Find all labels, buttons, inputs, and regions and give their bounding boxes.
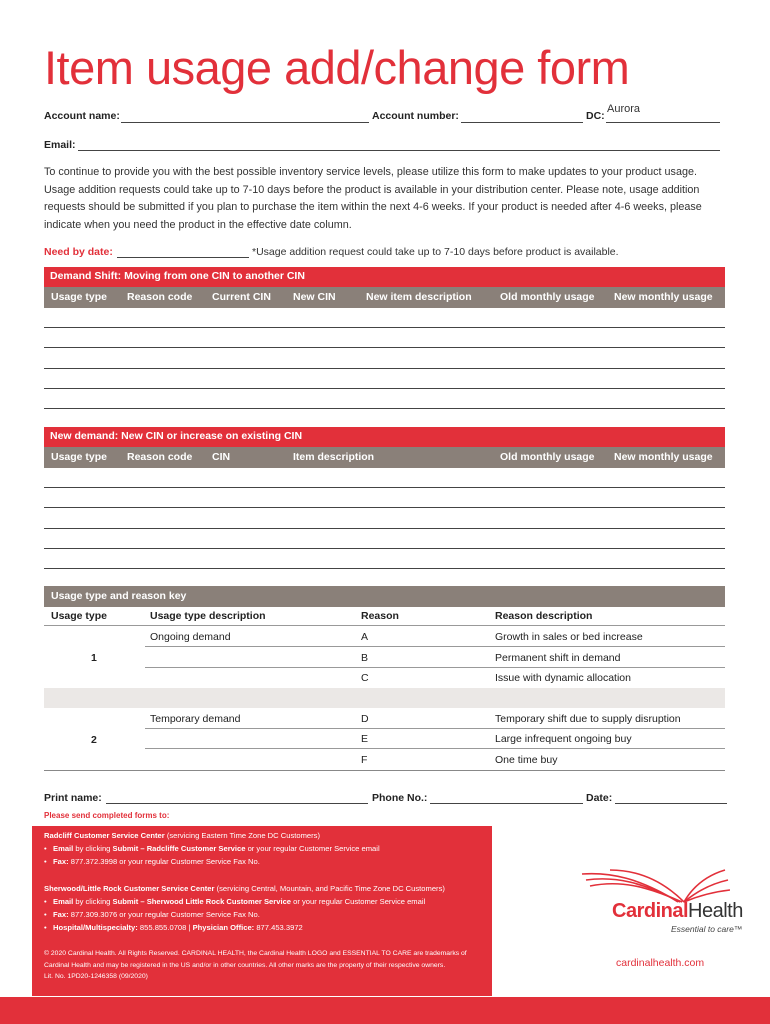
bottom-accent-bar: [0, 997, 770, 1024]
key-reason-a-desc: Growth in sales or bed increase: [495, 631, 643, 643]
key-reason-e-desc: Large infrequent ongoing buy: [495, 733, 632, 745]
table-row[interactable]: [44, 327, 725, 328]
radcliff-submit-link[interactable]: Submit – Radcliffe Customer Service: [112, 844, 246, 853]
col-new-monthly-usage: New monthly usage: [614, 451, 713, 463]
key-desc-temporary: Temporary demand: [150, 713, 241, 725]
table-row[interactable]: [44, 528, 725, 529]
table-row[interactable]: [44, 347, 725, 348]
demand-shift-header: Demand Shift: Moving from one CIN to another CIN: [44, 267, 725, 287]
phone-field[interactable]: [430, 803, 583, 804]
key-col-usage-description: Usage type description: [150, 610, 266, 622]
fax-word: Fax:: [53, 910, 69, 919]
key-col-usage-type: Usage type: [51, 610, 108, 622]
account-number-field[interactable]: [461, 122, 583, 123]
col-new-cin: New CIN: [293, 291, 336, 303]
key-reason-f-desc: One time buy: [495, 754, 558, 766]
key-reason-d: D: [361, 713, 369, 725]
key-col-reason-description: Reason description: [495, 610, 593, 622]
sherwood-center-name: Sherwood/Little Rock Customer Service Center: [44, 884, 215, 893]
col-usage-type: Usage type: [51, 451, 108, 463]
email-word: Email: [53, 844, 74, 853]
sherwood-scope: (servicing Central, Mountain, and Pacific Time Zone DC Customers): [214, 884, 445, 893]
need-by-field[interactable]: [117, 257, 249, 258]
by-clicking: by clicking: [73, 897, 113, 906]
or-regular-email: or your regular Customer Service email: [245, 844, 380, 853]
brand-name: [612, 900, 743, 923]
date-label: Date:: [586, 792, 613, 804]
table-row[interactable]: [44, 507, 725, 508]
hospital-label: Hospital/Multispecialty:: [53, 923, 138, 932]
col-cin: CIN: [212, 451, 231, 463]
key-reason-b-desc: Permanent shift in demand: [495, 652, 621, 664]
sherwood-submit-link[interactable]: Submit – Sherwood Little Rock Customer Service: [112, 897, 292, 906]
by-clicking: by clicking: [73, 844, 113, 853]
demand-shift-columns: [44, 287, 725, 308]
phone-label: Phone No.:: [372, 792, 428, 804]
intro-paragraph: To continue to provide you with the best possible inventory service levels, please utilize this form to make updates to your product usage. Usage addition requests could take up to 7-10 days before the product is available in your distribution center. Please note, usage addition requests should be submitted if you plan to purchase the item within the next 4-6 weeks. If your product is needed after 4-6 weeks, please indicate when you need the product in the effective date column.: [44, 166, 702, 231]
divider: [145, 646, 725, 647]
col-old-monthly-usage: Old monthly usage: [500, 451, 595, 463]
col-usage-type: Usage type: [51, 291, 108, 303]
table-row[interactable]: [44, 568, 725, 569]
email-label: Email:: [44, 139, 76, 151]
contact-panel: [32, 826, 492, 996]
divider: [145, 728, 725, 729]
table-row[interactable]: [44, 388, 725, 389]
radcliff-fax: 877.372.3998 or your regular Customer Service Fax No.: [68, 857, 260, 866]
col-new-monthly-usage: New monthly usage: [614, 291, 713, 303]
table-row[interactable]: [44, 408, 725, 409]
key-column-headers: [44, 606, 725, 626]
key-reason-e: E: [361, 733, 369, 745]
new-demand-header: New demand: New CIN or increase on existing CIN: [44, 427, 725, 447]
account-name-field[interactable]: [121, 122, 369, 123]
need-by-label: Need by date:: [44, 246, 113, 258]
dc-label: DC:: [586, 110, 605, 122]
need-by-note: *Usage addition request could take up to 7-10 days before product is available.: [252, 246, 619, 258]
radcliff-center-name: Radcliff Customer Service Center: [44, 831, 165, 840]
send-forms-label: Please send completed forms to:: [44, 811, 170, 820]
email-field[interactable]: [78, 150, 720, 151]
legal-line-1: © 2020 Cardinal Health. All Rights Reserved. CARDINAL HEALTH, the Cardinal Health LOGO and ESSENTIAL TO CARE are trademarks of: [44, 950, 467, 957]
divider: [145, 667, 725, 668]
hospital-phone: 855.855.0708: [137, 923, 187, 932]
col-current-cin: Current CIN: [212, 291, 271, 303]
key-reason-f: F: [361, 754, 368, 766]
date-field[interactable]: [615, 803, 727, 804]
account-number-label: Account number:: [372, 110, 459, 122]
radcliff-scope: (servicing Eastern Time Zone DC Customers): [164, 831, 320, 840]
key-type-2: 2: [91, 734, 97, 746]
divider: [44, 770, 725, 771]
physician-label: Physician Office:: [192, 923, 255, 932]
dc-field[interactable]: [606, 122, 720, 123]
account-name-label: Account name:: [44, 110, 120, 122]
divider: [145, 748, 725, 749]
table-row[interactable]: [44, 548, 725, 549]
col-new-item-description: New item description: [366, 291, 472, 303]
website-link[interactable]: cardinalhealth.com: [616, 957, 705, 969]
key-reason-a: A: [361, 631, 369, 643]
fax-word: Fax:: [53, 857, 69, 866]
key-reason-c: C: [361, 672, 369, 684]
separator: |: [186, 923, 193, 932]
form-title: Item usage add/change form: [44, 41, 630, 94]
email-word: Email: [53, 897, 74, 906]
table-row[interactable]: [44, 487, 725, 488]
physician-phone: 877.453.3972: [254, 923, 303, 932]
key-desc-ongoing: Ongoing demand: [150, 631, 231, 643]
key-title: Usage type and reason key: [51, 590, 187, 602]
brand-tagline: Essential to care™: [671, 924, 743, 934]
new-demand-columns: [44, 447, 725, 468]
key-reason-d-desc: Temporary shift due to supply disruption: [495, 713, 681, 725]
legal-line-2: Cardinal Health and may be registered in the US and/or in other countries. All other marks are the property of their respective owners.: [44, 961, 446, 969]
key-header: [44, 586, 725, 607]
key-reason-b: B: [361, 652, 369, 664]
col-old-monthly-usage: Old monthly usage: [500, 291, 595, 303]
or-regular-email: or your regular Customer Service email: [291, 897, 426, 906]
sherwood-fax: 877.309.3076 or your regular Customer Service Fax No.: [68, 910, 260, 919]
dc-value[interactable]: Aurora: [607, 103, 641, 115]
key-spacer: [44, 688, 725, 708]
print-name-label: Print name:: [44, 792, 102, 804]
key-type-1: 1: [91, 652, 97, 664]
key-col-reason: Reason: [361, 610, 399, 622]
brand-name-part2: Health: [688, 900, 743, 922]
col-reason-code: Reason code: [127, 451, 193, 463]
print-name-field[interactable]: [106, 803, 368, 804]
legal-line-3: Lit. No. 1PD20-1246358 (09/2020): [44, 973, 148, 980]
col-reason-code: Reason code: [127, 291, 193, 303]
col-item-description: Item description: [293, 451, 375, 463]
key-reason-c-desc: Issue with dynamic allocation: [495, 672, 631, 684]
brand-name-part1: Cardinal: [612, 900, 689, 922]
table-row[interactable]: [44, 368, 725, 369]
